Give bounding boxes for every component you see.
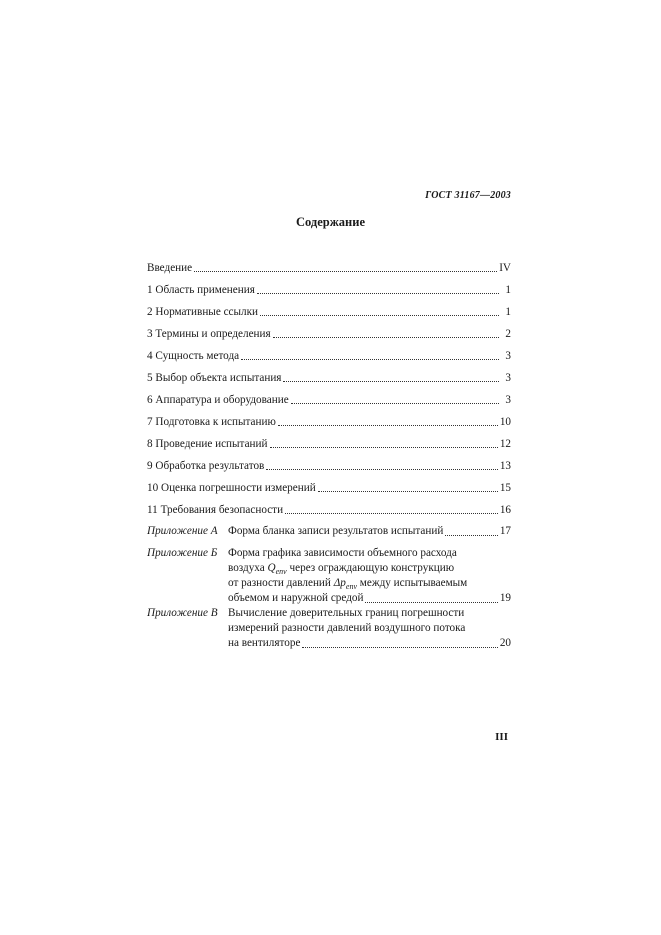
appendix-page: 20 xyxy=(499,637,511,649)
toc-entry-page: 3 xyxy=(505,372,511,384)
toc-entry-page: 13 xyxy=(499,460,511,472)
toc-entry-label: 9 Обработка результатов xyxy=(147,460,265,472)
toc-entry[interactable] xyxy=(147,259,511,275)
leader-dots xyxy=(260,315,499,316)
leader-dots xyxy=(241,359,499,360)
toc-entry[interactable] xyxy=(147,501,511,517)
toc-entry[interactable] xyxy=(147,479,511,495)
toc-entry-label: 3 Термины и определения xyxy=(147,328,271,340)
appendix-tag: Приложение А xyxy=(147,525,218,537)
appendix-title-line: от разности давлений $\Delta p_{env}$ между испытываемым xyxy=(228,577,468,592)
appendix-page: 17 xyxy=(499,525,511,537)
toc-entry[interactable] xyxy=(147,435,511,451)
toc-entry[interactable] xyxy=(147,391,511,407)
leader-dots xyxy=(257,293,499,294)
toc-entry-page: 2 xyxy=(505,328,511,340)
leader-dots xyxy=(318,491,498,492)
toc-entry[interactable] xyxy=(147,303,511,319)
toc-entry-page: 3 xyxy=(505,350,511,362)
leader-dots xyxy=(266,469,497,470)
toc-entry-page: 1 xyxy=(505,284,511,296)
appendix-title: объемом и наружной средой xyxy=(228,592,364,604)
leader-dots xyxy=(365,602,497,603)
toc-entry-label: 7 Подготовка к испытанию xyxy=(147,416,276,428)
page-title: Содержание xyxy=(295,215,365,229)
appendix-title-line: Форма графика зависимости объемного расхода xyxy=(228,547,457,559)
toc-entry-page: 3 xyxy=(505,394,511,406)
toc-entry-label: 8 Проведение испытаний xyxy=(147,438,268,450)
appendix-title-line: воздуха $Q_{env}$ через ограждающую конструкцию xyxy=(228,562,455,577)
toc-entry-label: 1 Область применения xyxy=(147,284,255,296)
leader-dots xyxy=(291,403,499,404)
appendix-tag: Приложение В xyxy=(147,607,218,619)
toc-entry[interactable] xyxy=(147,325,511,341)
toc-entry-label: 10 Оценка погрешности измерений xyxy=(147,482,316,494)
toc-entry-label: 6 Аппаратура и оборудование xyxy=(147,394,289,406)
leader-dots xyxy=(283,381,499,382)
leader-dots xyxy=(285,513,498,514)
leader-dots xyxy=(273,337,499,338)
toc-entry-page: 12 xyxy=(499,438,511,450)
toc-entry[interactable] xyxy=(147,281,511,297)
appendix-title-line: измерений разности давлений воздушного потока xyxy=(228,622,466,634)
document-code: ГОСТ 31167—2003 xyxy=(425,190,511,201)
toc-entry-label: 5 Выбор объекта испытания xyxy=(147,372,282,384)
toc-entry-page: 1 xyxy=(505,306,511,318)
toc-entry-page: 15 xyxy=(499,482,511,494)
toc-entry[interactable] xyxy=(147,347,511,363)
toc-entry-label: 2 Нормативные ссылки xyxy=(147,306,259,318)
leader-dots xyxy=(445,535,497,536)
toc-entry-page: IV xyxy=(499,262,511,274)
toc-entry-page: 10 xyxy=(499,416,511,428)
toc-entry[interactable] xyxy=(147,457,511,473)
toc-entry-page: 16 xyxy=(499,504,511,516)
toc-entry[interactable] xyxy=(147,413,511,429)
appendix-title-line: Вычисление доверительных границ погрешности xyxy=(228,607,465,619)
appendix-title: Форма бланка записи результатов испытаний xyxy=(228,525,444,537)
toc-entry-label: Введение xyxy=(147,262,193,274)
leader-dots xyxy=(278,425,498,426)
toc-entry-label: 4 Сущность метода xyxy=(147,350,240,362)
page-number: III xyxy=(495,731,508,743)
appendix-page: 19 xyxy=(499,592,511,604)
appendix-tag: Приложение Б xyxy=(147,547,218,559)
appendix-title: на вентиляторе xyxy=(228,637,301,649)
toc-entry[interactable] xyxy=(147,369,511,385)
leader-dots xyxy=(194,271,497,272)
leader-dots xyxy=(302,647,497,648)
leader-dots xyxy=(270,447,498,448)
toc-entry-label: 11 Требования безопасности xyxy=(147,504,284,516)
